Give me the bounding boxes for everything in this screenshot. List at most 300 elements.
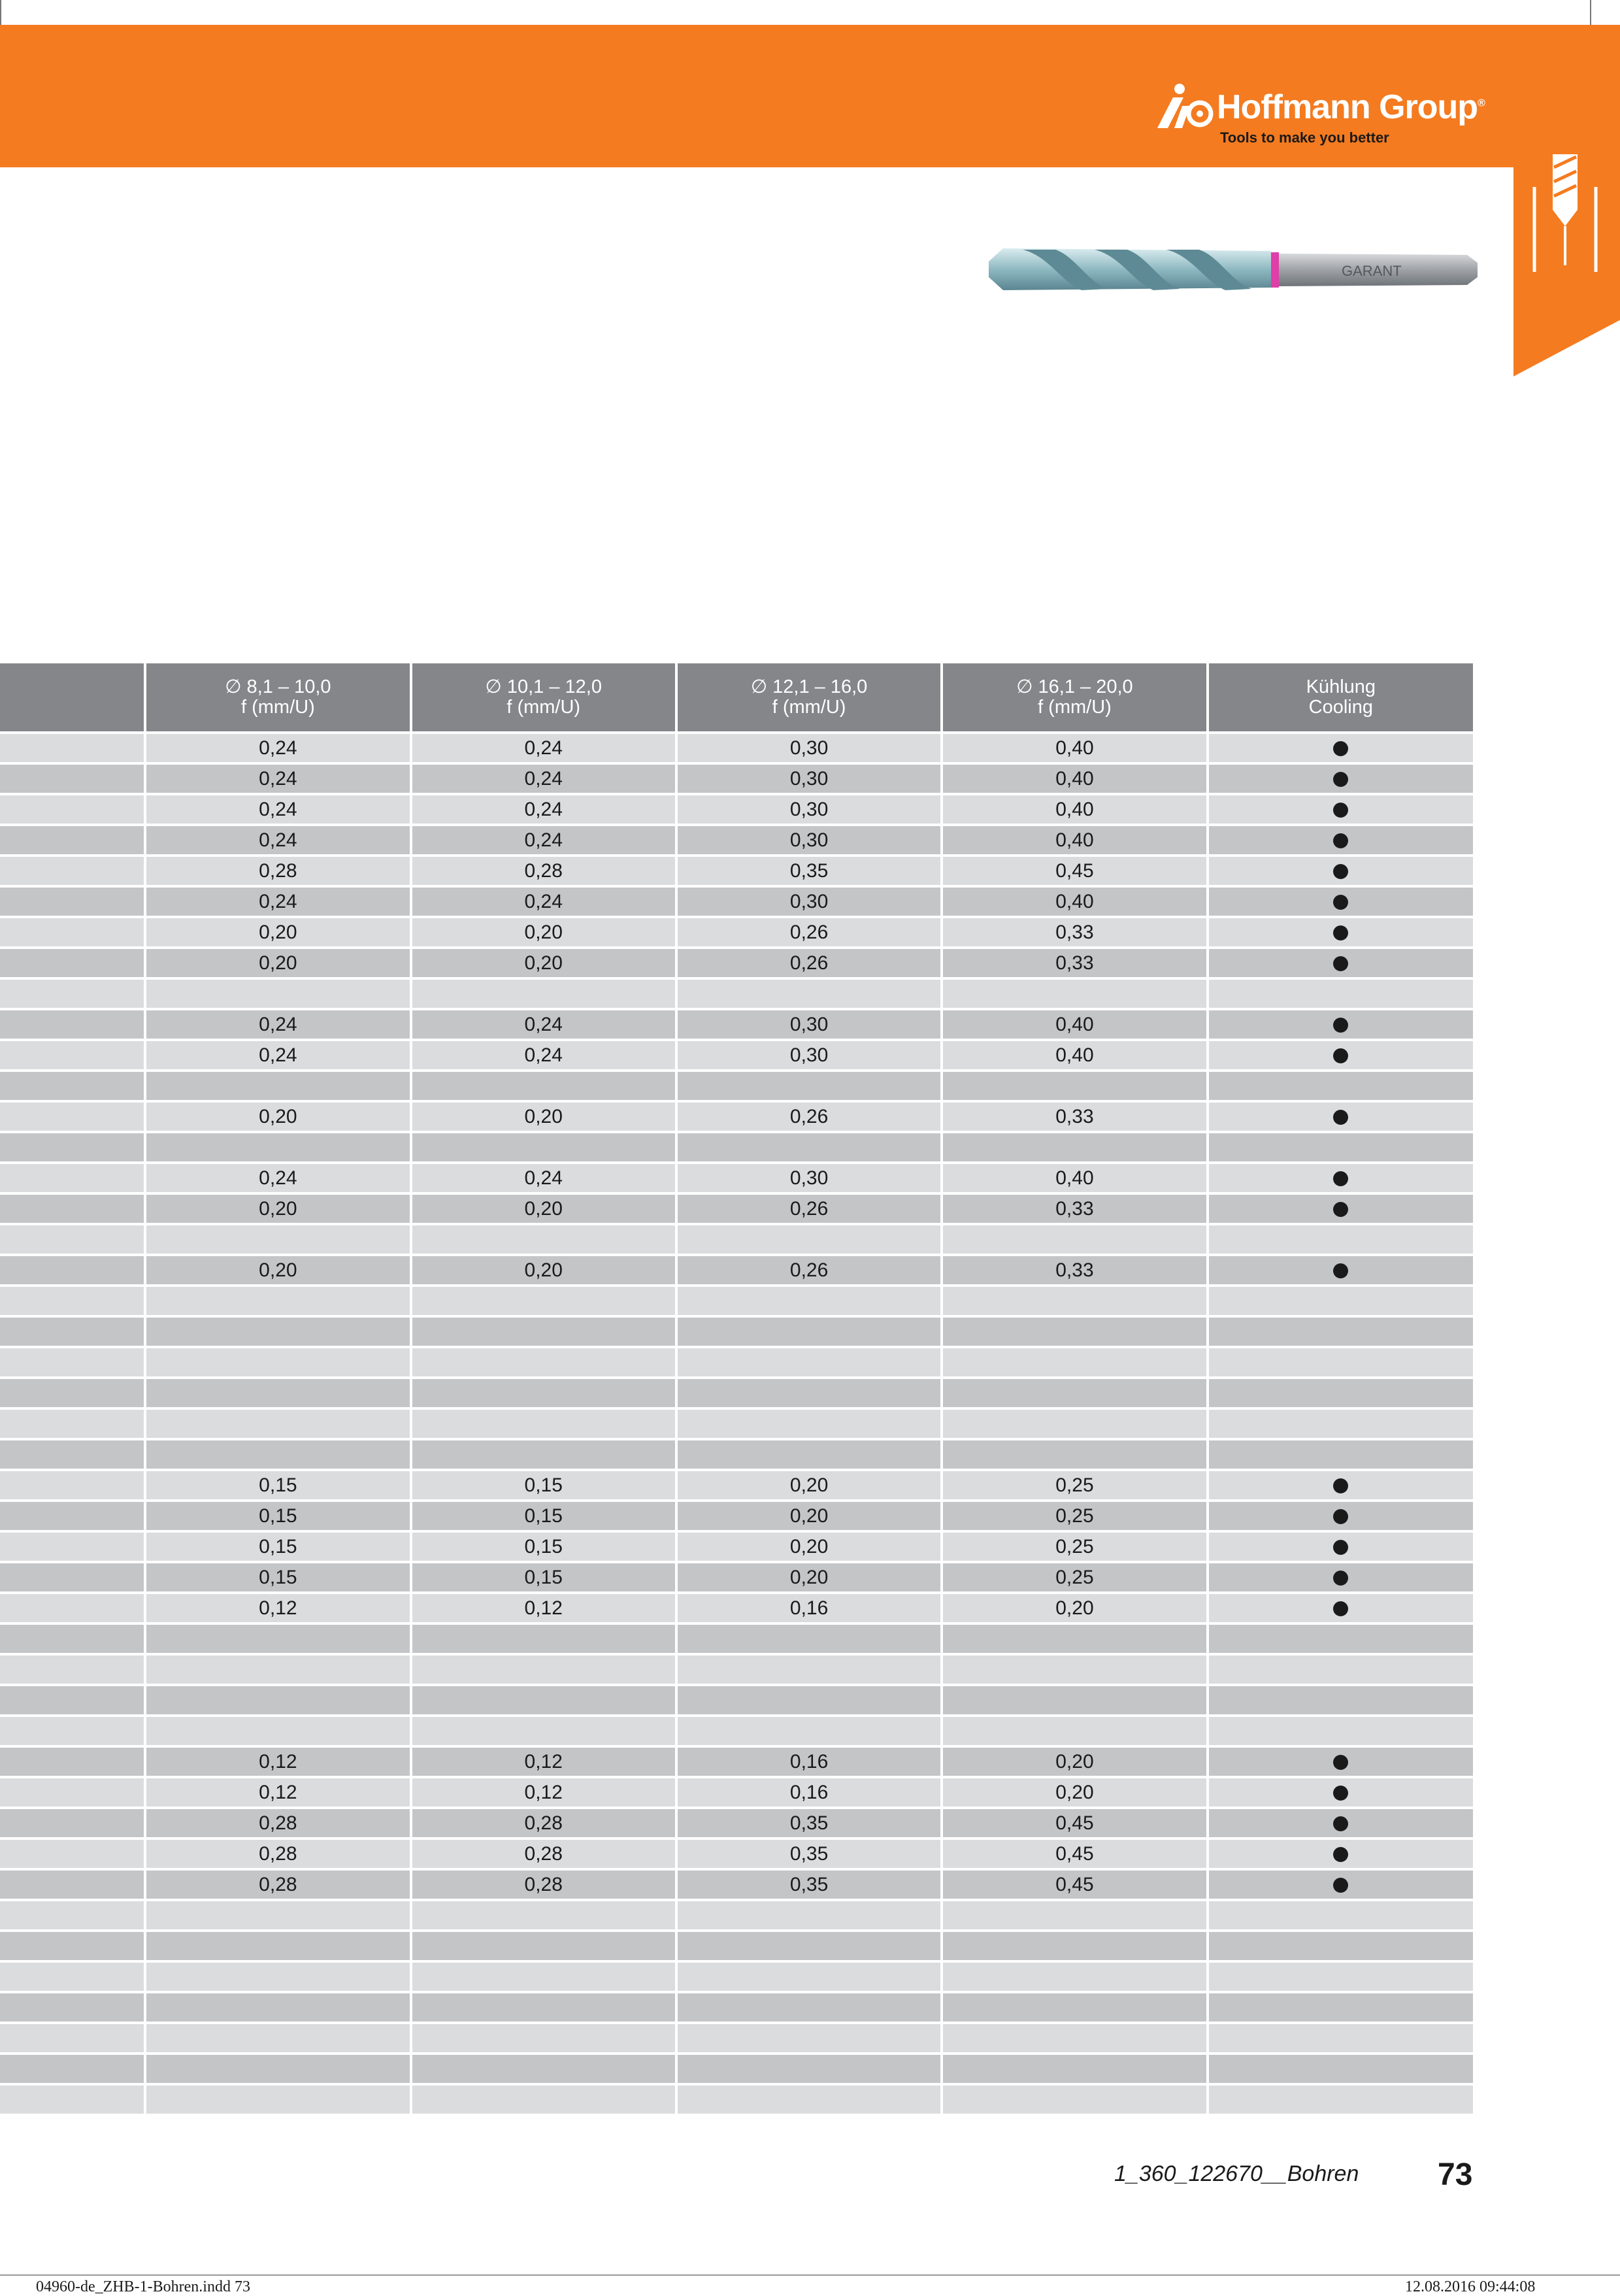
feed-value-cell: 0,30 [676,825,942,856]
cooling-cell [1208,886,1473,917]
cooling-dot-icon [1333,803,1348,818]
cooling-cell [1208,733,1473,763]
feed-value-cell: 0,20 [676,1531,942,1562]
feed-value-cell: 0,15 [411,1531,676,1562]
cooling-cell [1208,2054,1473,2084]
feed-value-cell [411,1623,676,1654]
header-cell-cooling: Kühlung Cooling [1208,663,1473,733]
brand-tagline: Tools to make you better [1220,129,1389,146]
table-row [0,1071,1473,1101]
cooling-dot-icon [1333,741,1348,756]
table-row [0,1992,1473,2023]
brand-name: Hoffmann Group [1217,88,1478,126]
feed-value-cell [145,1992,410,2023]
table-row [0,1593,1473,1623]
feed-value-cell: 0,28 [145,1808,410,1838]
feed-value-cell [411,1408,676,1439]
cooling-dot-icon [1333,1786,1348,1801]
cooling-cell [1208,1163,1473,1193]
feed-value-cell: 0,20 [145,948,410,978]
material-cell [0,1163,145,1193]
table-row [0,1931,1473,1961]
table-row [0,856,1473,886]
cooling-cell [1208,1316,1473,1347]
material-cell [0,1408,145,1439]
slug-file-info: 04960-de_ZHB-1-Bohren.indd 73 [36,2278,250,2295]
feed-value-cell: 0,20 [411,948,676,978]
table-row [0,1623,1473,1654]
feed-value-cell [676,1623,942,1654]
table-row [0,1009,1473,1040]
feed-value-cell: 0,45 [942,856,1207,886]
cooling-dot-icon [1333,1171,1348,1186]
feed-value-cell [145,1439,410,1470]
twist-drill-image [984,237,1481,302]
feed-value-cell [145,1900,410,1931]
cooling-dot-icon [1333,1755,1348,1770]
feed-value-cell [942,1071,1207,1101]
material-cell [0,1470,145,1501]
feed-value-cell [145,1224,410,1255]
feed-value-cell: 0,20 [942,1746,1207,1777]
cooling-dot-icon [1333,925,1348,940]
feed-value-cell: 0,40 [942,886,1207,917]
feed-value-cell [145,1654,410,1685]
table-row [0,1316,1473,1347]
feed-value-cell [676,2054,942,2084]
feed-value-cell: 0,33 [942,948,1207,978]
table-row [0,1470,1473,1501]
feed-value-cell [676,1961,942,1992]
cooling-dot-icon [1333,895,1348,910]
cooling-dot-icon [1333,1202,1348,1217]
feed-value-cell: 0,12 [145,1593,410,1623]
feed-value-cell [145,2023,410,2054]
header-cell-material [0,663,145,733]
feed-value-cell: 0,24 [411,763,676,794]
material-cell [0,1531,145,1562]
table-row [0,1163,1473,1193]
feed-value-cell: 0,30 [676,794,942,825]
feed-value-cell: 0,24 [411,1163,676,1193]
table-row [0,1531,1473,1562]
feed-value-cell: 0,20 [411,1255,676,1286]
cooling-dot-icon [1333,1018,1348,1033]
feed-value-cell [676,1286,942,1316]
feed-value-cell: 0,40 [942,1163,1207,1193]
feed-value-cell: 0,24 [145,733,410,763]
feed-value-cell [411,1685,676,1716]
feed-value-cell: 0,40 [942,825,1207,856]
feed-value-cell: 0,15 [145,1562,410,1593]
material-cell [0,1101,145,1132]
feed-value-cell [145,1623,410,1654]
cooling-cell [1208,1992,1473,2023]
material-cell [0,1838,145,1869]
feed-value-cell [676,1408,942,1439]
feed-value-cell: 0,24 [145,1040,410,1071]
material-cell [0,1900,145,1931]
cooling-cell [1208,1562,1473,1593]
table-row [0,1654,1473,1685]
material-cell [0,1009,145,1040]
material-cell [0,886,145,917]
feed-value-cell: 0,24 [411,733,676,763]
material-cell [0,1685,145,1716]
page-number: 73 [1438,2157,1473,2192]
cooling-cell [1208,917,1473,948]
table-row [0,886,1473,917]
feed-value-cell [942,1378,1207,1408]
feed-value-cell [676,1347,942,1378]
feed-value-cell: 0,33 [942,1101,1207,1132]
feed-value-cell [942,1685,1207,1716]
cooling-cell [1208,978,1473,1009]
table-row [0,1132,1473,1163]
feed-value-cell [145,1408,410,1439]
material-cell [0,917,145,948]
feed-value-cell [145,1378,410,1408]
feed-value-cell: 0,16 [676,1593,942,1623]
cooling-cell [1208,2084,1473,2114]
feed-value-cell: 0,28 [145,1838,410,1869]
material-cell [0,763,145,794]
cooling-cell [1208,1931,1473,1961]
table-row [0,917,1473,948]
feed-value-cell: 0,30 [676,1040,942,1071]
cooling-cell [1208,1224,1473,1255]
cooling-dot-icon [1333,1816,1348,1831]
feed-value-cell: 0,40 [942,1040,1207,1071]
table-row [0,1224,1473,1255]
feed-value-cell [145,1316,410,1347]
feed-value-cell: 0,12 [411,1777,676,1808]
feed-value-cell [676,1654,942,1685]
feed-value-cell [411,2023,676,2054]
feed-value-cell [411,1132,676,1163]
feed-value-cell [145,1685,410,1716]
cooling-dot-icon [1333,1110,1348,1125]
feed-value-cell: 0,40 [942,733,1207,763]
feed-value-cell [145,1961,410,1992]
feed-value-cell [411,1439,676,1470]
table-header-row [0,663,1473,733]
table-row [0,733,1473,763]
material-cell [0,1378,145,1408]
feed-value-cell [676,1439,942,1470]
feed-value-cell [411,1654,676,1685]
cooling-cell [1208,1808,1473,1838]
feed-value-cell: 0,24 [411,1009,676,1040]
feed-value-cell: 0,15 [145,1501,410,1531]
material-cell [0,1777,145,1808]
feed-value-cell: 0,24 [145,825,410,856]
feed-value-cell: 0,12 [411,1593,676,1623]
feed-value-cell [942,1286,1207,1316]
feed-value-cell [942,1224,1207,1255]
feed-value-cell [942,1408,1207,1439]
cooling-cell [1208,1716,1473,1746]
feed-value-cell: 0,20 [411,917,676,948]
feed-value-cell: 0,15 [145,1470,410,1501]
cooling-cell [1208,1501,1473,1531]
feed-value-cell: 0,26 [676,948,942,978]
feed-value-cell: 0,25 [942,1470,1207,1501]
feed-value-cell [145,2054,410,2084]
material-cell [0,1746,145,1777]
feed-value-cell: 0,33 [942,1255,1207,1286]
cooling-cell [1208,1900,1473,1931]
cooling-dot-icon [1333,1878,1348,1893]
cooling-cell [1208,1654,1473,1685]
table-row [0,1869,1473,1900]
feed-value-cell [942,1900,1207,1931]
feed-value-cell: 0,30 [676,886,942,917]
material-cell [0,1931,145,1961]
material-cell [0,856,145,886]
feed-value-cell [676,1992,942,2023]
cooling-cell [1208,1685,1473,1716]
feed-value-cell: 0,30 [676,1163,942,1193]
feed-value-cell [145,978,410,1009]
feed-value-cell: 0,45 [942,1869,1207,1900]
feed-value-cell [676,1716,942,1746]
material-cell [0,1071,145,1101]
cooling-cell [1208,1623,1473,1654]
feed-value-cell: 0,45 [942,1838,1207,1869]
feed-rate-table-wrapper [0,663,1473,2114]
material-cell [0,1224,145,1255]
cooling-dot-icon [1333,772,1348,787]
feed-value-cell [676,2084,942,2114]
table-row [0,1101,1473,1132]
drill-engraving: GARANT [1342,263,1402,279]
feed-value-cell [676,1224,942,1255]
material-cell [0,1132,145,1163]
brand-trademark: ® [1478,97,1485,109]
cooling-cell [1208,1193,1473,1224]
feed-value-cell [411,1286,676,1316]
material-cell [0,2084,145,2114]
feed-value-cell [145,1931,410,1961]
feed-value-cell [676,1685,942,1716]
table-row [0,1777,1473,1808]
table-row [0,1439,1473,1470]
table-row [0,2054,1473,2084]
feed-value-cell: 0,28 [411,1808,676,1838]
feed-value-cell [942,2023,1207,2054]
table-row [0,2023,1473,2054]
material-cell [0,733,145,763]
cooling-dot-icon [1333,1601,1348,1616]
feed-value-cell: 0,24 [145,794,410,825]
feed-value-cell: 0,26 [676,1101,942,1132]
cooling-cell [1208,825,1473,856]
feed-value-cell [411,1716,676,1746]
cooling-dot-icon [1333,1571,1348,1586]
material-cell [0,1869,145,1900]
material-cell [0,1501,145,1531]
feed-value-cell: 0,35 [676,856,942,886]
table-row [0,1255,1473,1286]
feed-value-cell [145,1286,410,1316]
table-row [0,1746,1473,1777]
feed-value-cell: 0,28 [145,1869,410,1900]
feed-value-cell: 0,12 [145,1777,410,1808]
cooling-dot-icon [1333,1847,1348,1862]
feed-value-cell: 0,24 [411,825,676,856]
cooling-cell [1208,948,1473,978]
cooling-dot-icon [1333,1540,1348,1555]
feed-value-cell [145,1071,410,1101]
material-cell [0,1808,145,1838]
material-cell [0,1040,145,1071]
table-row [0,1716,1473,1746]
feed-value-cell [676,978,942,1009]
material-cell [0,1992,145,2023]
cooling-cell [1208,1286,1473,1316]
feed-value-cell [411,1316,676,1347]
feed-value-cell: 0,28 [411,1838,676,1869]
cooling-cell [1208,1439,1473,1470]
cooling-cell [1208,1869,1473,1900]
feed-value-cell: 0,24 [145,1163,410,1193]
cooling-cell [1208,1347,1473,1378]
material-cell [0,1562,145,1593]
feed-value-cell [676,1132,942,1163]
feed-value-cell [411,2054,676,2084]
feed-value-cell [942,2054,1207,2084]
feed-value-cell [411,1378,676,1408]
feed-value-cell: 0,12 [411,1746,676,1777]
feed-value-cell [145,1347,410,1378]
feed-value-cell: 0,20 [411,1193,676,1224]
feed-value-cell [942,1347,1207,1378]
feed-value-cell: 0,15 [145,1531,410,1562]
material-cell [0,978,145,1009]
feed-value-cell [942,1316,1207,1347]
feed-rate-table [0,663,1473,2114]
feed-value-cell [942,1439,1207,1470]
header-cell-diameter-range: ∅ 10,1 – 12,0 f (mm/U) [411,663,676,733]
header-cell-diameter-range: ∅ 8,1 – 10,0 f (mm/U) [145,663,410,733]
feed-value-cell [145,1132,410,1163]
cooling-cell [1208,1961,1473,1992]
cooling-cell [1208,763,1473,794]
cooling-dot-icon [1333,1048,1348,1063]
feed-value-cell: 0,40 [942,1009,1207,1040]
feed-value-cell [411,978,676,1009]
brand-logo [1153,72,1485,150]
material-cell [0,1623,145,1654]
feed-value-cell: 0,15 [411,1501,676,1531]
feed-value-cell: 0,35 [676,1869,942,1900]
feed-value-cell: 0,24 [411,886,676,917]
feed-value-cell [942,1132,1207,1163]
cooling-cell [1208,856,1473,886]
feed-value-cell [145,1716,410,1746]
feed-value-cell [676,1931,942,1961]
cooling-dot-icon [1333,864,1348,879]
feed-value-cell: 0,25 [942,1531,1207,1562]
feed-value-cell: 0,20 [676,1562,942,1593]
cooling-cell [1208,1746,1473,1777]
material-cell [0,825,145,856]
feed-value-cell: 0,40 [942,794,1207,825]
material-cell [0,1286,145,1316]
feed-value-cell: 0,20 [942,1777,1207,1808]
feed-value-cell: 0,24 [145,763,410,794]
cooling-cell [1208,1009,1473,1040]
cooling-cell [1208,794,1473,825]
footer-document-code: 1_360_122670__Bohren [1114,2161,1359,2186]
cooling-cell [1208,1531,1473,1562]
material-cell [0,1439,145,1470]
cooling-cell [1208,1101,1473,1132]
cooling-dot-icon [1333,1263,1348,1278]
header-cell-diameter-range: ∅ 16,1 – 20,0 f (mm/U) [942,663,1207,733]
feed-value-cell [411,1224,676,1255]
feed-value-cell [411,1992,676,2023]
slug-divider [0,2274,1620,2276]
feed-value-cell: 0,30 [676,733,942,763]
feed-value-cell: 0,20 [942,1593,1207,1623]
feed-value-cell [676,1378,942,1408]
material-cell [0,1316,145,1347]
material-cell [0,1255,145,1286]
feed-value-cell [676,1900,942,1931]
feed-value-cell: 0,28 [411,1869,676,1900]
table-row [0,1562,1473,1593]
table-row [0,1838,1473,1869]
table-row [0,825,1473,856]
material-cell [0,1654,145,1685]
table-row [0,1501,1473,1531]
feed-value-cell: 0,45 [942,1808,1207,1838]
cooling-dot-icon [1333,1478,1348,1493]
feed-value-cell [676,2023,942,2054]
cooling-cell [1208,1255,1473,1286]
feed-value-cell: 0,24 [145,1009,410,1040]
cooling-cell [1208,1071,1473,1101]
feed-value-cell: 0,20 [676,1470,942,1501]
material-cell [0,1593,145,1623]
feed-value-cell [942,1961,1207,1992]
crop-mark-left [0,0,1,25]
cooling-cell [1208,1593,1473,1623]
feed-value-cell [942,1931,1207,1961]
feed-value-cell: 0,33 [942,917,1207,948]
feed-value-cell [411,1071,676,1101]
feed-value-cell: 0,24 [145,886,410,917]
feed-value-cell: 0,25 [942,1501,1207,1531]
feed-value-cell: 0,26 [676,1193,942,1224]
material-cell [0,948,145,978]
cooling-cell [1208,1040,1473,1071]
feed-value-cell [942,978,1207,1009]
feed-value-cell [942,1992,1207,2023]
table-row [0,1286,1473,1316]
cooling-cell [1208,1777,1473,1808]
cooling-dot-icon [1333,956,1348,971]
material-cell [0,794,145,825]
feed-value-cell: 0,15 [411,1470,676,1501]
table-row [0,2084,1473,2114]
feed-value-cell: 0,16 [676,1777,942,1808]
table-row [0,1193,1473,1224]
feed-value-cell: 0,26 [676,917,942,948]
feed-value-cell: 0,33 [942,1193,1207,1224]
